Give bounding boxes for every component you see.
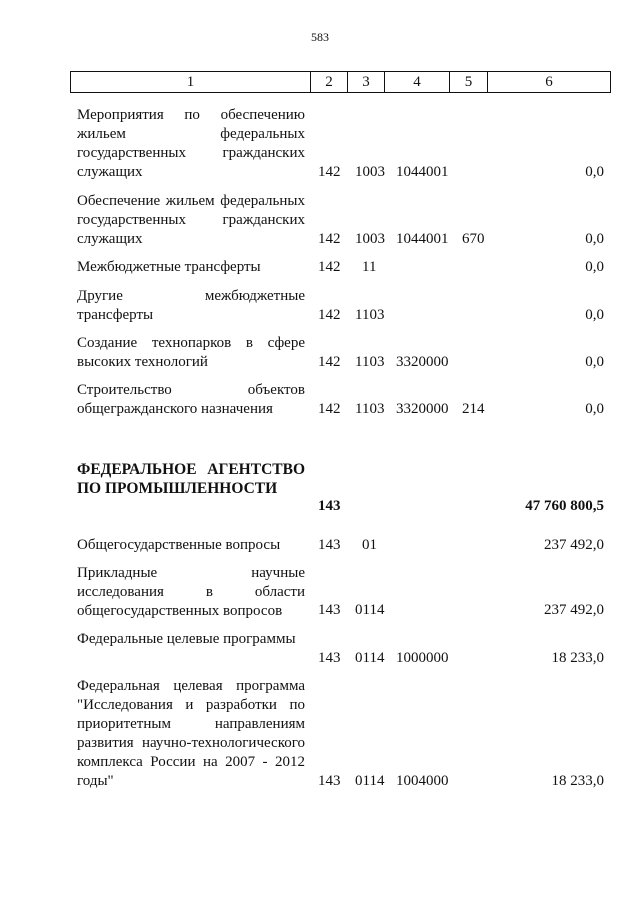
- column-header-6: 6: [488, 72, 611, 93]
- row-code-2: 143: [318, 498, 341, 514]
- column-header-4: 4: [385, 72, 450, 93]
- row-amount: 47 760 800,5: [525, 498, 604, 514]
- row-amount: 0,0: [585, 164, 604, 180]
- row-code-4: 3320000: [396, 354, 449, 370]
- row-description: Общегосударственные вопросы: [77, 537, 281, 553]
- row-amount: 18 233,0: [551, 773, 604, 789]
- row-code-2: 142: [318, 164, 341, 180]
- column-header-3: 3: [348, 72, 385, 93]
- row-code-2: 142: [318, 401, 341, 417]
- row-description: Прикладные научные исследования в области общегосударственных вопросов: [77, 565, 305, 619]
- row-code-2: 142: [318, 259, 341, 275]
- column-header-row: [71, 72, 611, 93]
- row-code-2: 142: [318, 354, 341, 370]
- row-code-5: 670: [462, 231, 485, 247]
- row-code-4: 1044001: [396, 231, 449, 247]
- row-description: Создание технопарков в сфере высоких технологий: [77, 335, 305, 370]
- row-code-3: 1003: [355, 164, 385, 180]
- row-code-2: 142: [318, 231, 341, 247]
- row-amount: 237 492,0: [544, 537, 604, 553]
- row-code-2: 143: [318, 537, 341, 553]
- row-amount: 0,0: [585, 231, 604, 247]
- row-amount: 0,0: [585, 307, 604, 323]
- row-code-2: 143: [318, 650, 341, 666]
- row-code-2: 143: [318, 773, 341, 789]
- row-description: Федеральные целевые программы: [77, 631, 296, 647]
- row-code-4: 1000000: [396, 650, 449, 666]
- row-description: Федеральная целевая программа "Исследования и разработки по приоритетным направлениям развития научно-технологического комплекса России на 2007 - 2012 годы": [77, 678, 305, 789]
- row-code-2: 142: [318, 307, 341, 323]
- row-code-3: 0114: [355, 602, 385, 618]
- row-description: Строительство объектов общегражданского назначения: [77, 382, 305, 417]
- column-header-2: 2: [311, 72, 348, 93]
- column-header-1: 1: [71, 72, 311, 93]
- row-code-3: 1003: [355, 231, 385, 247]
- row-code-4: 1044001: [396, 164, 449, 180]
- row-description: Другие межбюджетные трансферты: [77, 288, 305, 323]
- row-code-3: 11: [362, 259, 377, 275]
- column-header-5: 5: [450, 72, 488, 93]
- column-header-table: [70, 71, 611, 93]
- row-code-3: 0114: [355, 650, 385, 666]
- row-code-3: 01: [362, 537, 377, 553]
- row-description: Обеспечение жильем федеральных государственных гражданских служащих: [77, 193, 305, 247]
- row-amount: 0,0: [585, 401, 604, 417]
- row-code-3: 1103: [355, 307, 385, 323]
- row-description: Мероприятия по обеспечению жильем федеральных государственных гражданских служащих: [77, 107, 305, 180]
- row-code-4: 1004000: [396, 773, 449, 789]
- row-description: Межбюджетные трансферты: [77, 259, 261, 275]
- row-code-4: 3320000: [396, 401, 449, 417]
- row-code-3: 1103: [355, 354, 385, 370]
- row-amount: 0,0: [585, 259, 604, 275]
- row-amount: 237 492,0: [544, 602, 604, 618]
- row-amount: 18 233,0: [551, 650, 604, 666]
- row-code-3: 0114: [355, 773, 385, 789]
- row-code-3: 1103: [355, 401, 385, 417]
- row-code-5: 214: [462, 401, 485, 417]
- row-amount: 0,0: [585, 354, 604, 370]
- agency-title: ФЕДЕРАЛЬНОЕ АГЕНТСТВО ПО ПРОМЫШЛЕННОСТИ: [77, 461, 305, 497]
- row-code-2: 143: [318, 602, 341, 618]
- page-number: 583: [311, 30, 329, 44]
